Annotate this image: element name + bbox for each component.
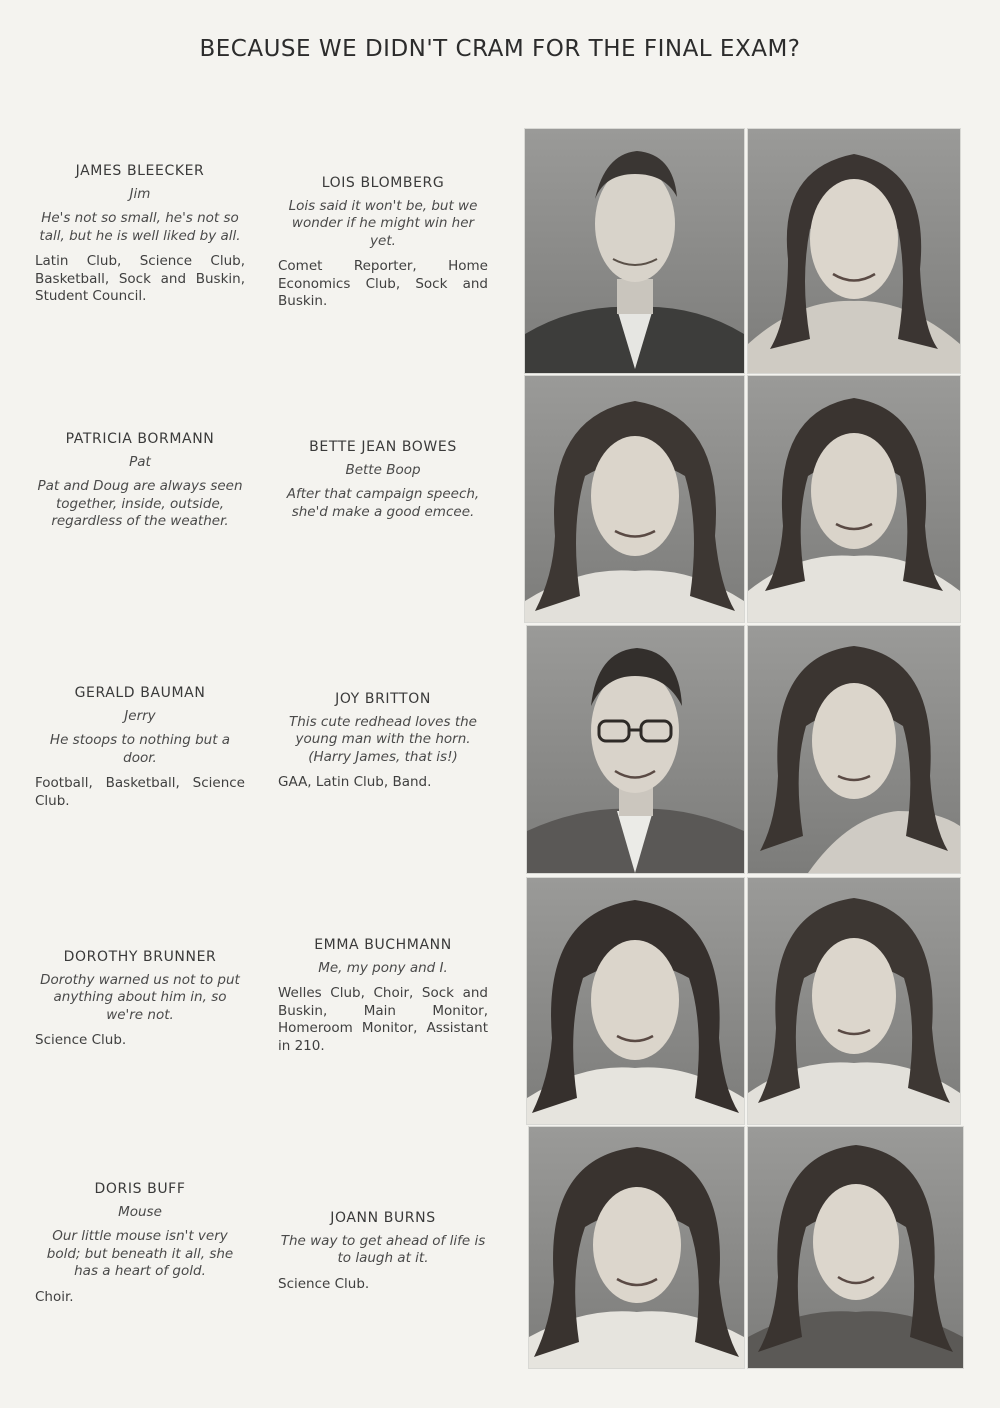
student-activities: Science Club.: [278, 1275, 370, 1292]
bio-lois-blomberg: [278, 175, 488, 311]
student-nickname: Jerry: [124, 707, 156, 724]
student-activities: Welles Club, Choir, Sock and Buskin, Main Monitor, Homeroom Monitor, Assistant in 210.: [278, 985, 488, 1054]
student-name: DOROTHY BRUNNER: [63, 949, 217, 965]
bio-patricia-bormann: [35, 431, 245, 539]
bio-james-bleecker: [35, 163, 245, 306]
student-name: JOANN BURNS: [330, 1210, 436, 1226]
portrait-photo: [747, 877, 961, 1125]
student-quote: He's not so small, he's not so tall, but he is well liked by all.: [39, 210, 241, 244]
bio-gerald-bauman: [35, 685, 245, 810]
student-nickname: Bette Boop: [345, 461, 421, 478]
student-name: JOY BRITTON: [335, 691, 431, 707]
student-quote: The way to get ahead of life is to laugh at it.: [280, 1232, 486, 1266]
student-activities: Latin Club, Science Club, Basketball, Sock and Buskin, Student Council.: [35, 253, 245, 304]
student-activities: Science Club.: [35, 1032, 127, 1048]
bio-emma-buchmann: [278, 937, 488, 1055]
student-name: LOIS BLOMBERG: [321, 175, 445, 191]
student-quote: Lois said it won't be, but we wonder if he might win her yet.: [288, 197, 478, 249]
student-activities: Comet Reporter, Home Economics Club, Sock and Buskin.: [278, 258, 488, 309]
student-nickname: Pat: [129, 453, 151, 470]
student-name: GERALD BAUMAN: [74, 685, 206, 701]
portrait-photo: [526, 877, 745, 1125]
student-nickname: Jim: [129, 185, 151, 202]
student-quote: After that campaign speech, she'd make a good emcee.: [286, 486, 480, 520]
student-name: BETTE JEAN BOWES: [309, 439, 457, 455]
student-nickname: Mouse: [118, 1203, 162, 1220]
portrait-photo: [747, 1126, 964, 1369]
portrait-photo: [747, 625, 961, 874]
student-name: EMMA BUCHMANN: [314, 937, 452, 953]
student-quote: Dorothy warned us not to put anything about him in, so we're not.: [40, 971, 240, 1023]
student-quote: Pat and Doug are always seen together, inside, outside, regardless of the weather.: [37, 478, 243, 529]
bio-joy-britton: [278, 691, 488, 792]
student-name: DORIS BUFF: [94, 1181, 186, 1197]
student-name: PATRICIA BORMANN: [65, 431, 215, 447]
portrait-photo: [747, 375, 961, 623]
portrait-photo: [524, 128, 745, 374]
portrait-photo: [524, 375, 745, 623]
student-quote: This cute redhead loves the young man with the horn. (Harry James, that is!): [289, 713, 477, 765]
page-title: BECAUSE WE DIDN'T CRAM FOR THE FINAL EXAM?: [199, 36, 801, 62]
bio-bette-jean-bowes: [278, 439, 488, 529]
student-activities: GAA, Latin Club, Band.: [278, 774, 432, 790]
bio-dorothy-brunner: [35, 949, 245, 1050]
portrait-photo: [747, 128, 961, 374]
student-quote: Our little mouse isn't very bold; but beneath it all, she has a heart of gold.: [46, 1228, 234, 1279]
portrait-photo: [528, 1126, 745, 1369]
portrait-photo-glasses: [526, 625, 745, 874]
student-quote: He stoops to nothing but a door.: [49, 732, 231, 766]
bio-doris-buff: [35, 1181, 245, 1306]
student-name: JAMES BLEECKER: [75, 163, 205, 179]
student-quote: Me, my pony and I.: [318, 959, 448, 976]
student-activities: Football, Basketball, Science Club.: [35, 775, 245, 809]
bio-joann-burns: [278, 1210, 488, 1293]
student-activities: Choir.: [35, 1288, 74, 1305]
